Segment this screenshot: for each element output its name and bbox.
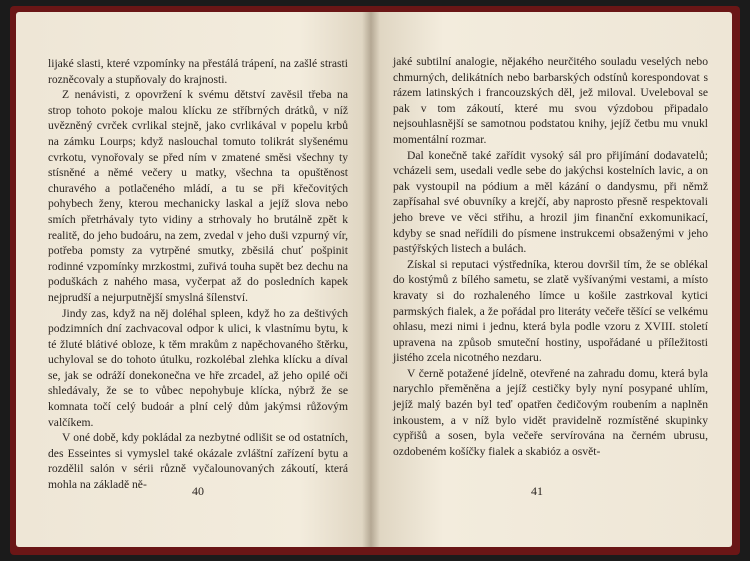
right-page bbox=[371, 12, 732, 547]
page-number: 40 bbox=[192, 484, 204, 498]
paragraph: V oné době, kdy pokládal za nezbytné odlišit se od ostatních, des Esseintes si vymyslel také okázale zvláštní zařízení bytu a rozdělil salón v sérii různě vyčalounovaných zákoutí, která mohla na základě ně- bbox=[48, 431, 348, 492]
left-page-text bbox=[48, 56, 348, 493]
paragraph: Získal si reputaci výstředníka, kterou dovršil tím, že se oblékal do kostýmů z bílého sametu, se zlatě vyšívanými vestami, a místo kravaty si do rozhaleného límce u košile zastrkoval kytici parmských fialek, a že pořádal pro literáty večeře těšící se velkému ohlasu, mezi nimi i jednu, která byla podle vzoru z XVIII. století upravena na způsob smuteční hostiny, uspořádané u příležitosti jistého zcela nicotného nezdaru. bbox=[393, 257, 708, 365]
paragraph: jaké subtilní analogie, nějakého neurčitého souladu veselých nebo chmurných, delikátních nebo barbarských odstínů korespondovat s rázem latinských i francouzských děl, jež miloval. Uveleboval se pak v tom zákoutí, které mu svou výzdobou připadalo nejsouhlasnější se samotnou podstatou knihy, jejíž četbu mu vnukl momentální rozmar. bbox=[393, 55, 708, 146]
left-page bbox=[16, 12, 371, 547]
book-gutter bbox=[362, 12, 380, 547]
open-book bbox=[10, 6, 740, 555]
page-number: 41 bbox=[531, 484, 543, 498]
paragraph: V černě potažené jídelně, otevřené na zahradu domu, která byla narychlo přeměněna a jejíž cestičky byly nyní posypané uhlím, jejíž malý bazén byl teď opatřen čedičovým roubením a naplněn inkoustem, a v níž bylo vidět pravidelně rozmístěné skupinky cypřišů a sosen, byla večeře servírována na černém ubrusu, ozdobeném košíčky fialek a skabióz a osvět- bbox=[393, 366, 708, 458]
paragraph: lijaké slasti, které vzpomínky na přestálá trápení, na zašlé strasti rozněcovaly a stupňovaly do krajnosti. bbox=[48, 57, 348, 86]
paragraph: Dal konečně také zařídit vysoký sál pro přijímání dodavatelů; vcházeli sem, usedali vedle sebe do jakýchsi kostelních lavic, a on pak vystoupil na pódium a měl kázání o dandysmu, při němž zapřísahal své obuvníky a krejčí, aby naprosto přesně respektovali jeho breve ve věci střihu, a hrozil jim finanční exkomunikací, kdyby se snad neřídili do písmene instrukcemi obsaženými v jeho pastýřských listech a bulách. bbox=[393, 148, 708, 256]
paragraph: Z nenávisti, z opovržení k svému dětství zavěsil třeba na strop tohoto pokoje malou klícku ze stříbrných drátků, v níž uvězněný cvrček cvrlikal stejně, jako cvrlikával v popelu krbů na zámku Lourps; když naslouchal tomuto tolikrát slyšenému cvrkotu, vynořovaly se před ním v zmatené směsi všechny ty stísněné a němé večery u matky, všechna ta opuštěnost churavého a potlačeného mládí, a tu se při křečovitých pohybech ženy, kterou mechanicky laskal a jejíž slova nebo smích přetrhávaly tyto vidiny a strhovaly ho brutálně zpět k realitě, do jeho budoáru, na zem, zvedal v jeho duši vzpurný vír, potřeba pomsty za vytrpěné smutky, zběsilá chuť pošpinit rodinné vzpomínky mrzkostmi, zuřivá touha supět bez dechu na poduškách z nahého masa, vyčerpat až do posledních kapek nejprudší a nejurputnější smyslná šílenství. bbox=[48, 88, 348, 304]
paragraph: Jindy zas, když na něj doléhal spleen, když ho za deštivých podzimních dní zachvacoval odpor k ulici, k vlastnímu bytu, k té žluté blátivé obloze, k těm mrakům z napěchovaného štěrku, uchyloval se do tohoto útulku, rozkolébal zlehka klícku a díval se, jak se odráží donekonečna ve hře zrcadel, až jeho opilé oči shledávaly, že se to vůbec nepohybuje klícka, nýbrž že se komnata točí celý budoár a plní celý dům jakýmsi růžovým valčíkem. bbox=[48, 306, 348, 429]
right-page-text bbox=[393, 54, 708, 459]
